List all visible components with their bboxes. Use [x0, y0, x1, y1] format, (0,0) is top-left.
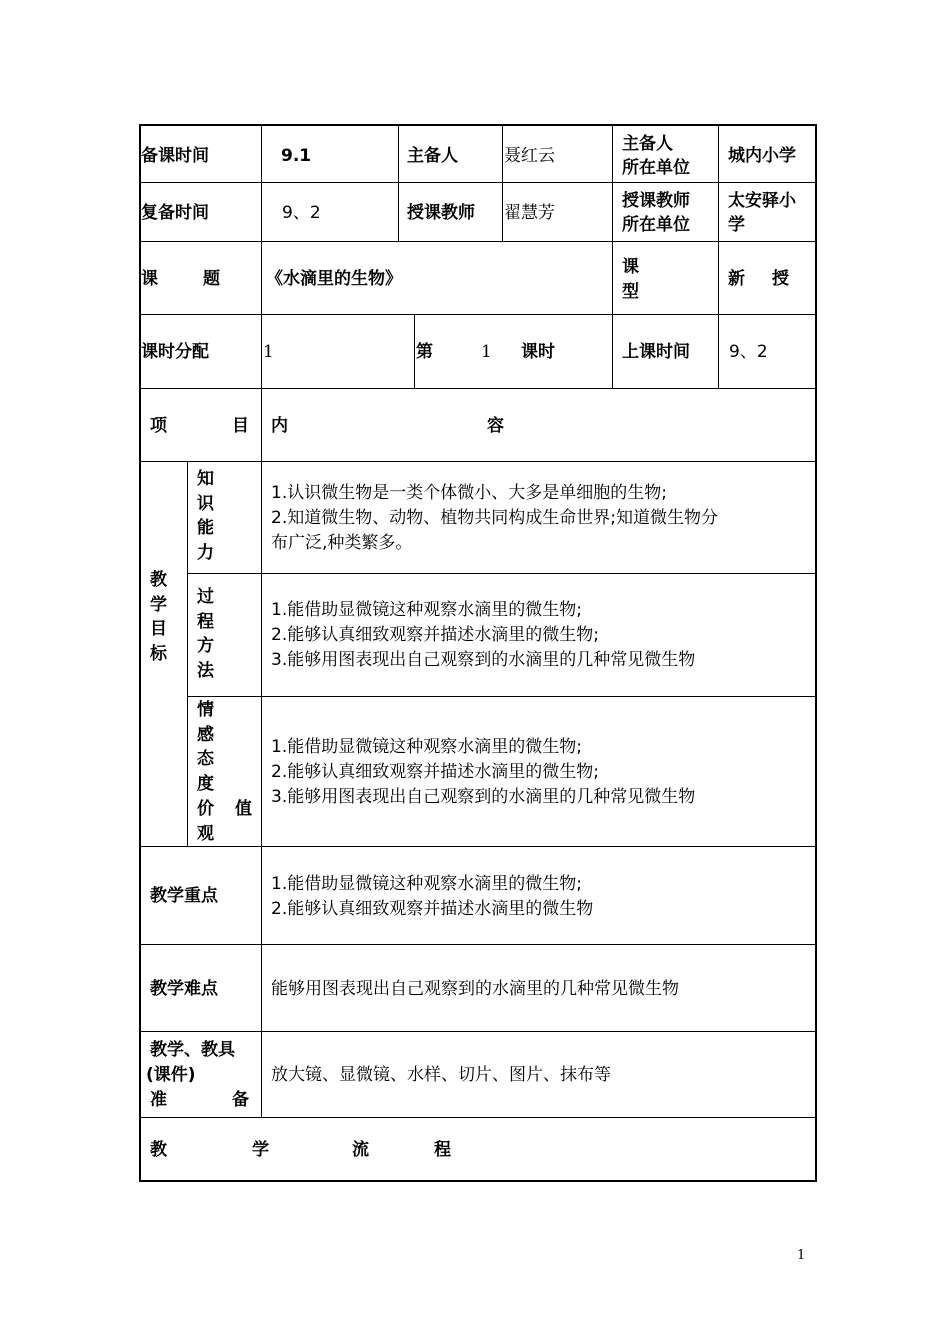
materials-text: 放大镜、显微镜、水样、切片、图片、抹布等 [271, 1065, 611, 1085]
attitude-line: 3.能够用图表现出自己观察到的水滴里的几种常见微生物 [271, 787, 696, 807]
flow-heading: 学 [252, 1140, 269, 1160]
teacher-value: 翟慧芳 [504, 203, 555, 223]
row-divider [139, 314, 817, 315]
teacher-unit-label: 授课教师 [622, 191, 690, 211]
prep-time-label: 备课时间 [141, 146, 209, 166]
column-divider [414, 314, 415, 388]
difficulties-text: 能够用图表现出自己观察到的水滴里的几种常见微生物 [271, 979, 679, 999]
column-divider [261, 126, 262, 1117]
row-divider [139, 388, 817, 389]
materials-label: 准 [150, 1090, 167, 1110]
key-points-line: 2.能够认真细致观察并描述水滴里的微生物 [271, 899, 594, 919]
row-divider [139, 461, 817, 462]
process-line: 1.能借助显微镜这种观察水滴里的微生物; [271, 600, 582, 620]
flow-heading: 流 [352, 1140, 369, 1160]
topic-label: 题 [203, 269, 220, 289]
topic-value: 《水滴里的生物》 [266, 269, 402, 289]
page-number: 1 [797, 1248, 806, 1263]
flow-heading: 教 [150, 1140, 167, 1160]
class-time-label: 上课时间 [622, 342, 690, 362]
row-divider [187, 573, 817, 574]
lead-unit-label: 主备人 [622, 134, 673, 154]
hours-label: 课时分配 [141, 342, 209, 362]
materials-label: (课件) [146, 1065, 196, 1085]
row-divider [139, 182, 817, 183]
lead-unit-value: 城内小学 [728, 146, 796, 166]
item-header: 项 [150, 416, 167, 436]
topic-label: 课 [141, 269, 158, 289]
lesson-type-label: 课 [622, 257, 639, 277]
row-divider [139, 241, 817, 242]
column-divider [718, 126, 719, 388]
lesson-type-value: 新 [728, 269, 745, 289]
teacher-unit-label: 所在单位 [622, 215, 690, 235]
column-divider [187, 461, 188, 846]
lead-teacher-label: 主备人 [407, 146, 458, 166]
prep-time-value: 9.1 [281, 146, 312, 166]
review-time-value: 9、2 [282, 203, 321, 223]
row-divider [139, 1117, 817, 1118]
process-line: 2.能够认真细致观察并描述水滴里的微生物; [271, 625, 599, 645]
difficulties-label: 教学难点 [150, 979, 218, 999]
objectives-group-label: 教 学 目 标 [150, 570, 167, 664]
flow-heading: 程 [434, 1140, 451, 1160]
lesson-type-label: 型 [622, 282, 639, 302]
content-header: 容 [487, 416, 504, 436]
row-divider [139, 944, 817, 945]
review-time-label: 复备时间 [141, 203, 209, 223]
column-divider [502, 126, 503, 241]
knowledge-line: 1.认识微生物是一类个体微小、大多是单细胞的生物; [271, 483, 667, 503]
lesson-number-unit: 课时 [521, 342, 555, 362]
knowledge-label: 知 识 能 力 [197, 469, 214, 563]
lesson-number-label: 第 [416, 342, 433, 362]
attitude-line: 2.能够认真细致观察并描述水滴里的微生物; [271, 762, 599, 782]
process-label: 过 程 方 法 [197, 587, 214, 681]
row-divider [139, 1031, 817, 1032]
lesson-type-value: 授 [772, 269, 789, 289]
key-points-line: 1.能借助显微镜这种观察水滴里的微生物; [271, 874, 582, 894]
column-divider [398, 126, 399, 241]
column-divider [612, 126, 613, 388]
knowledge-line: 布广泛,种类繁多。 [271, 533, 413, 553]
lead-teacher-value: 聂红云 [504, 146, 555, 166]
process-line: 3.能够用图表现出自己观察到的水滴里的几种常见微生物 [271, 650, 696, 670]
attitude-label: 价 [197, 799, 214, 819]
attitude-label: 情 感 态 度 [197, 700, 214, 794]
teacher-label: 授课教师 [407, 203, 475, 223]
materials-label: 备 [232, 1090, 249, 1110]
content-header: 内 [271, 416, 288, 436]
attitude-line: 1.能借助显微镜这种观察水滴里的微生物; [271, 737, 582, 757]
knowledge-line: 2.知道微生物、动物、植物共同构成生命世界;知道微生物分 [271, 508, 718, 528]
lead-unit-label: 所在单位 [622, 158, 690, 178]
row-divider [187, 696, 817, 697]
teacher-unit-value: 学 [728, 215, 745, 235]
teacher-unit-value: 太安驿小 [728, 191, 796, 211]
attitude-label: 值 [235, 799, 252, 819]
hours-value: 1 [263, 342, 274, 362]
class-time-value: 9、2 [729, 342, 768, 362]
item-header: 目 [232, 416, 249, 436]
lesson-number-value: 1 [481, 342, 492, 362]
key-points-label: 教学重点 [150, 886, 218, 906]
materials-label: 教学、教具 [150, 1040, 235, 1060]
row-divider [139, 846, 817, 847]
attitude-label: 观 [197, 824, 214, 844]
